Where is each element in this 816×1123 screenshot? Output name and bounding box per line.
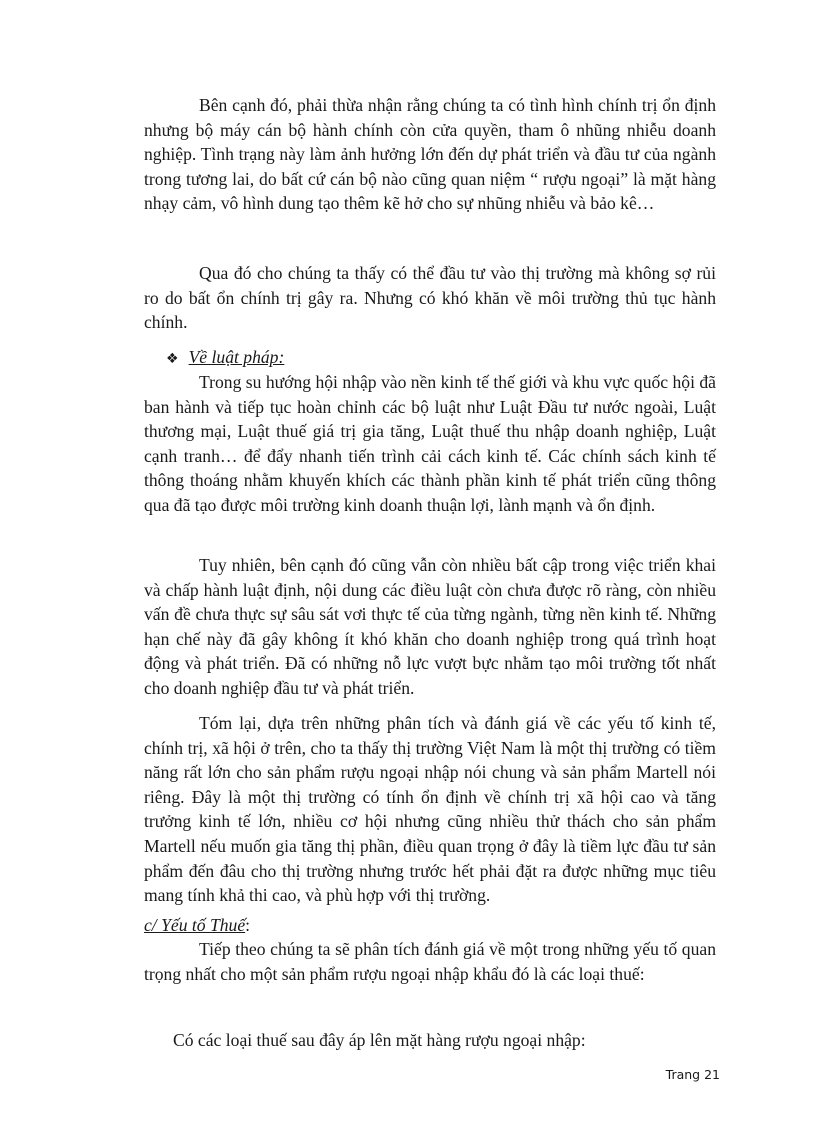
paragraph-tax-list-intro: Có các loại thuế sau đây áp lên mặt hàng rượu ngoại nhập: (173, 1030, 586, 1050)
diamond-bullet-icon: ❖ (166, 351, 179, 367)
paragraph-political-bureaucracy: Bên cạnh đó, phải thừa nhận rằng chúng ta có tình hình chính trị ổn định nhưng bộ máy cán bộ hành chính còn cửa quyền, tham ô nhũng nhiễu doanh nghiệp. Tình trạng này làm ảnh hưởng lớn đến dự phát triển và đầu tư của ngành trong tương lai, do bất cứ cán bộ nào cũng quan niệm “ rượu ngoại” là mặt hàng nhạy cảm, vô hình dung tạo thêm kẽ hở cho sự nhũng nhiễu và bảo kê… (144, 95, 716, 214)
heading-tax-line (144, 913, 250, 937)
paragraph-summary: Tóm lại, dựa trên những phân tích và đánh giá về các yếu tố kinh tế, chính trị, xã hội ở trên, cho ta thấy thị trường Việt Nam là một thị trường có tiềm năng rất lớn cho sản phẩm rượu ngoại nhập nói chung và sản phẩm Martell nói riêng. Đây là một thị trường có tính ổn định về chính trị xã hội cao và tăng trưởng kinh tế lớn, nhiều cơ hội nhưng cũng nhiều thử thách cho sản phẩm Martell nếu muốn gia tăng thị phần, điều quan trọng ở đây là tiềm lực đầu tư sản phẩm đến đâu cho thị trường nhưng trước hết phải đặt ra được những mục tiêu mang tính khả thi cao, và phù hợp với thị trường. (144, 713, 716, 906)
paragraph-law-shortcomings: Tuy nhiên, bên cạnh đó cũng vẫn còn nhiều bất cập trong việc triển khai và chấp hành luật định, nội dung các điều luật còn chưa được rõ ràng, còn nhiều vấn đề chưa thực sự sâu sát vơi thực tế của từng ngành, từng nền kinh tế. Những hạn chế này đã gây không ít khó khăn cho doanh nghiệp trong quá trình hoạt động và phát triển. Đã có những nỗ lực vượt bực nhằm tạo môi trường tốt nhất cho doanh nghiệp đầu tư và phát triển. (144, 555, 716, 698)
heading-law: Về luật pháp: (188, 347, 285, 367)
page-number: Trang 21 (665, 1067, 720, 1082)
heading-tax-colon: : (245, 915, 251, 935)
paragraph-investment-risk: Qua đó cho chúng ta thấy có thể đầu tư vào thị trường mà không sợ rủi ro do bất ổn chính trị gây ra. Nhưng có khó khăn về môi trường thủ tục hành chính. (144, 263, 716, 333)
heading-tax: c/ Yếu tố Thuế (144, 915, 246, 935)
paragraph-tax-intro: Tiếp theo chúng ta sẽ phân tích đánh giá về một trong những yếu tố quan trọng nhất cho một sản phẩm rượu ngoại nhập khẩu đó là các loại thuế: (144, 939, 716, 984)
paragraph-law-integration: Trong su hướng hội nhập vào nền kinh tế thế giới và khu vực quốc hội đã ban hành và tiếp tục hoàn chỉnh các bộ luật như Luật Đầu tư nước ngoài, Luật thương mại, Luật thuế giá trị gia tăng, Luật thuế thu nhập doanh nghiệp, Luật cạnh tranh… để đẩy nhanh tiến trình cải cách kinh tế. Các chính sách kinh tế thông thoáng nhằm khuyến khích các thành phần kinh tế phát triển cũng thông qua đã tạo được môi trường kinh doanh thuận lợi, lành mạnh và ổn định. (144, 372, 716, 515)
heading-law-line (166, 345, 284, 371)
